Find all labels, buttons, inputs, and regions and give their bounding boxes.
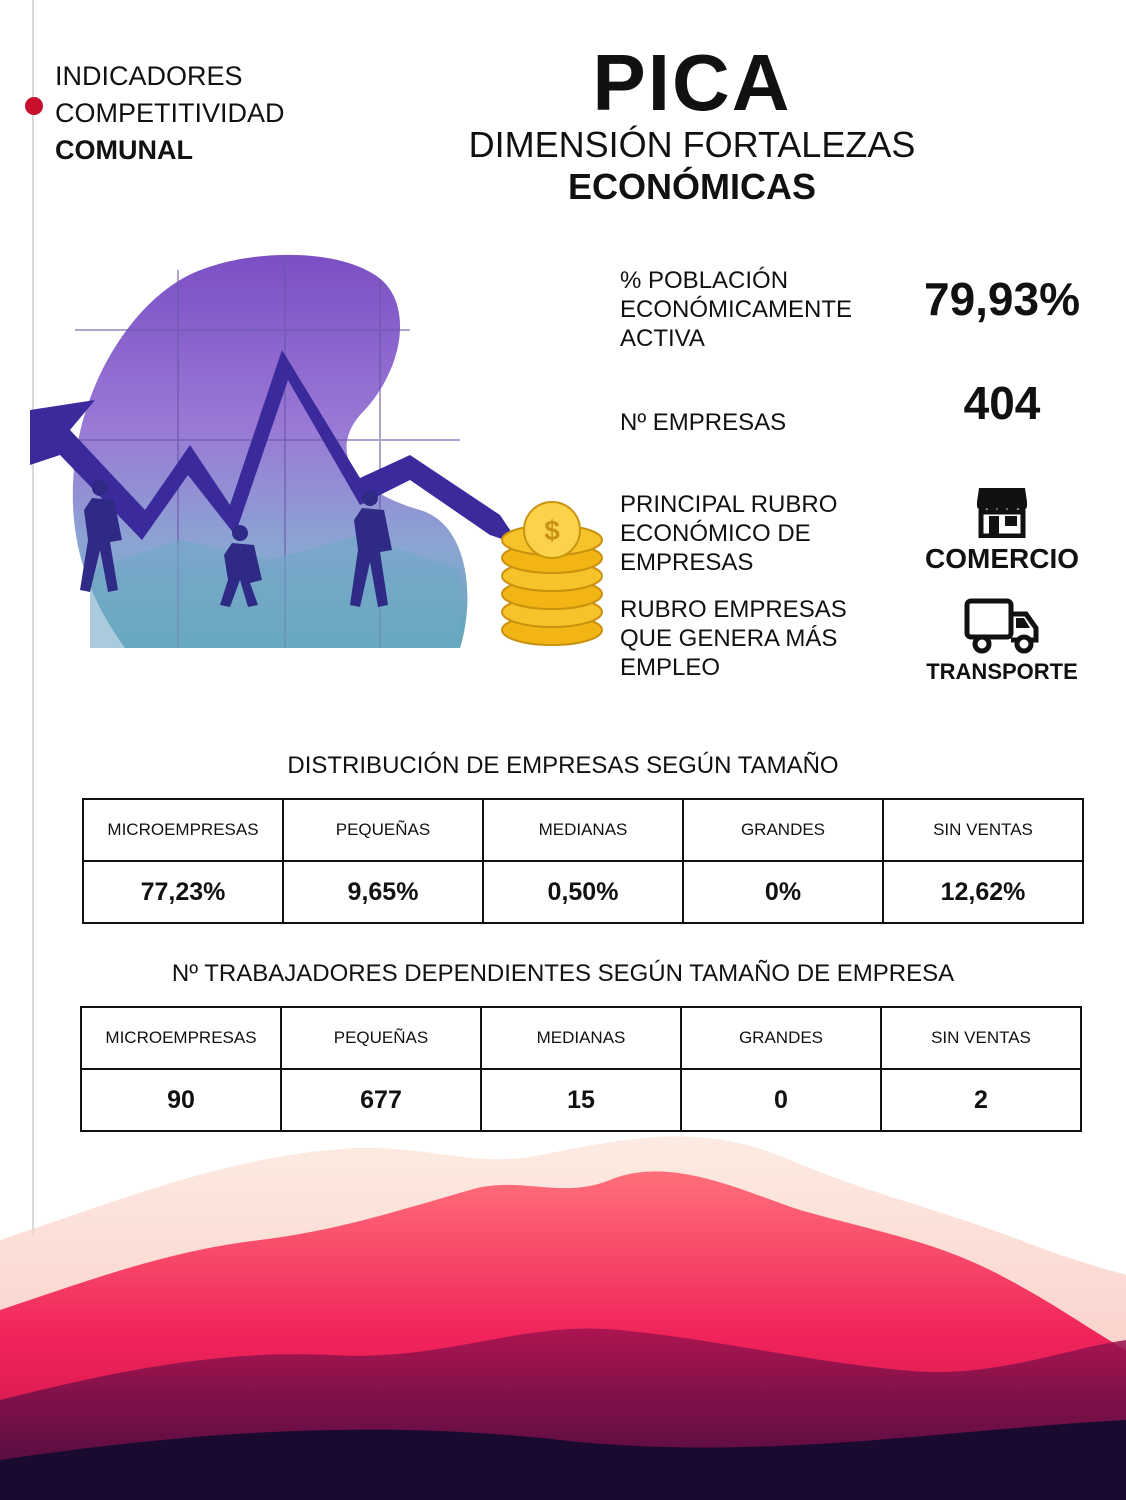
economy-illustration [30, 240, 610, 660]
table-row [83, 861, 1083, 923]
indicator-label-line: RUBRO EMPRESAS [620, 596, 847, 623]
indicator-label-line: QUE GENERA MÁS [620, 625, 838, 652]
indicator-label-line: EMPLEO [620, 654, 721, 681]
table-cell: 90 [81, 1069, 281, 1131]
indicator-label-line: PRINCIPAL RUBRO [620, 491, 838, 518]
table-header-row [83, 799, 1083, 861]
table-header-cell: MICROEMPRESAS [83, 799, 283, 861]
table-cell: 677 [281, 1069, 481, 1131]
indicator-label-empresas [620, 408, 786, 437]
store-label: COMERCIO [925, 543, 1079, 574]
mountain-decoration [0, 1100, 1126, 1500]
table-header-cell: SIN VENTAS [881, 1007, 1081, 1069]
indicator-rubro-value [912, 484, 1092, 575]
indicator-label-empleo [620, 595, 847, 682]
truck-label: TRANSPORTE [926, 659, 1078, 684]
table-cell: 9,65% [283, 861, 483, 923]
table2-title: Nº TRABAJADORES DEPENDIENTES SEGÚN TAMAÑO DE EMPRESA [171, 960, 955, 987]
indicator-label-line: ECONÓMICAMENTE [620, 296, 853, 323]
svg-text:$: $ [544, 515, 560, 546]
table-header-cell: MEDIANAS [483, 799, 683, 861]
page-title-block [462, 38, 922, 208]
table-cell: 15 [481, 1069, 681, 1131]
table-header-cell: GRANDES [681, 1007, 881, 1069]
table1-title: DISTRIBUCIÓN DE EMPRESAS SEGÚN TAMAÑO [287, 752, 839, 779]
table-header-cell: SIN VENTAS [883, 799, 1083, 861]
table-cell: 77,23% [83, 861, 283, 923]
table-cell: 12,62% [883, 861, 1083, 923]
store-icon [975, 484, 1029, 538]
indicator-value-pea: 79,93% [923, 273, 1080, 325]
indicator-value-empresas: 404 [963, 377, 1041, 429]
indicator-label-rubro [620, 490, 837, 577]
indicator-label-pea [620, 266, 852, 353]
table-cell: 0,50% [483, 861, 683, 923]
indicator-label-line: EMPRESAS [620, 549, 754, 576]
brand-line-2: COMPETITIVIDAD [55, 98, 285, 128]
page-subtitle: DIMENSIÓN FORTALEZAS [468, 124, 916, 165]
indicator-label-line: Nº EMPRESAS [620, 409, 787, 436]
accent-dot [25, 97, 43, 115]
indicator-empleo-value [912, 598, 1092, 685]
indicator-label-line: ECONÓMICO DE [620, 520, 811, 547]
indicator-label-line: ACTIVA [620, 325, 705, 352]
table-header-row [81, 1007, 1081, 1069]
table-header-cell: PEQUEÑAS [281, 1007, 481, 1069]
brand-line-3: COMUNAL [55, 135, 193, 165]
table-header-cell: PEQUEÑAS [283, 799, 483, 861]
table-header-cell: GRANDES [683, 799, 883, 861]
page-subtitle-bold: ECONÓMICAS [567, 166, 816, 207]
truck-icon [964, 598, 1040, 654]
page-title: PICA [592, 38, 792, 127]
table-header-cell: MICROEMPRESAS [81, 1007, 281, 1069]
table-cell: 2 [881, 1069, 1081, 1131]
table-cell: 0 [681, 1069, 881, 1131]
table-cell: 0% [683, 861, 883, 923]
brand-block [55, 58, 285, 169]
company-size-table [82, 798, 1084, 924]
coin-stack [502, 502, 602, 645]
brand-line-1: INDICADORES [55, 61, 243, 91]
indicator-label-line: % POBLACIÓN [620, 267, 789, 294]
table-header-cell: MEDIANAS [481, 1007, 681, 1069]
